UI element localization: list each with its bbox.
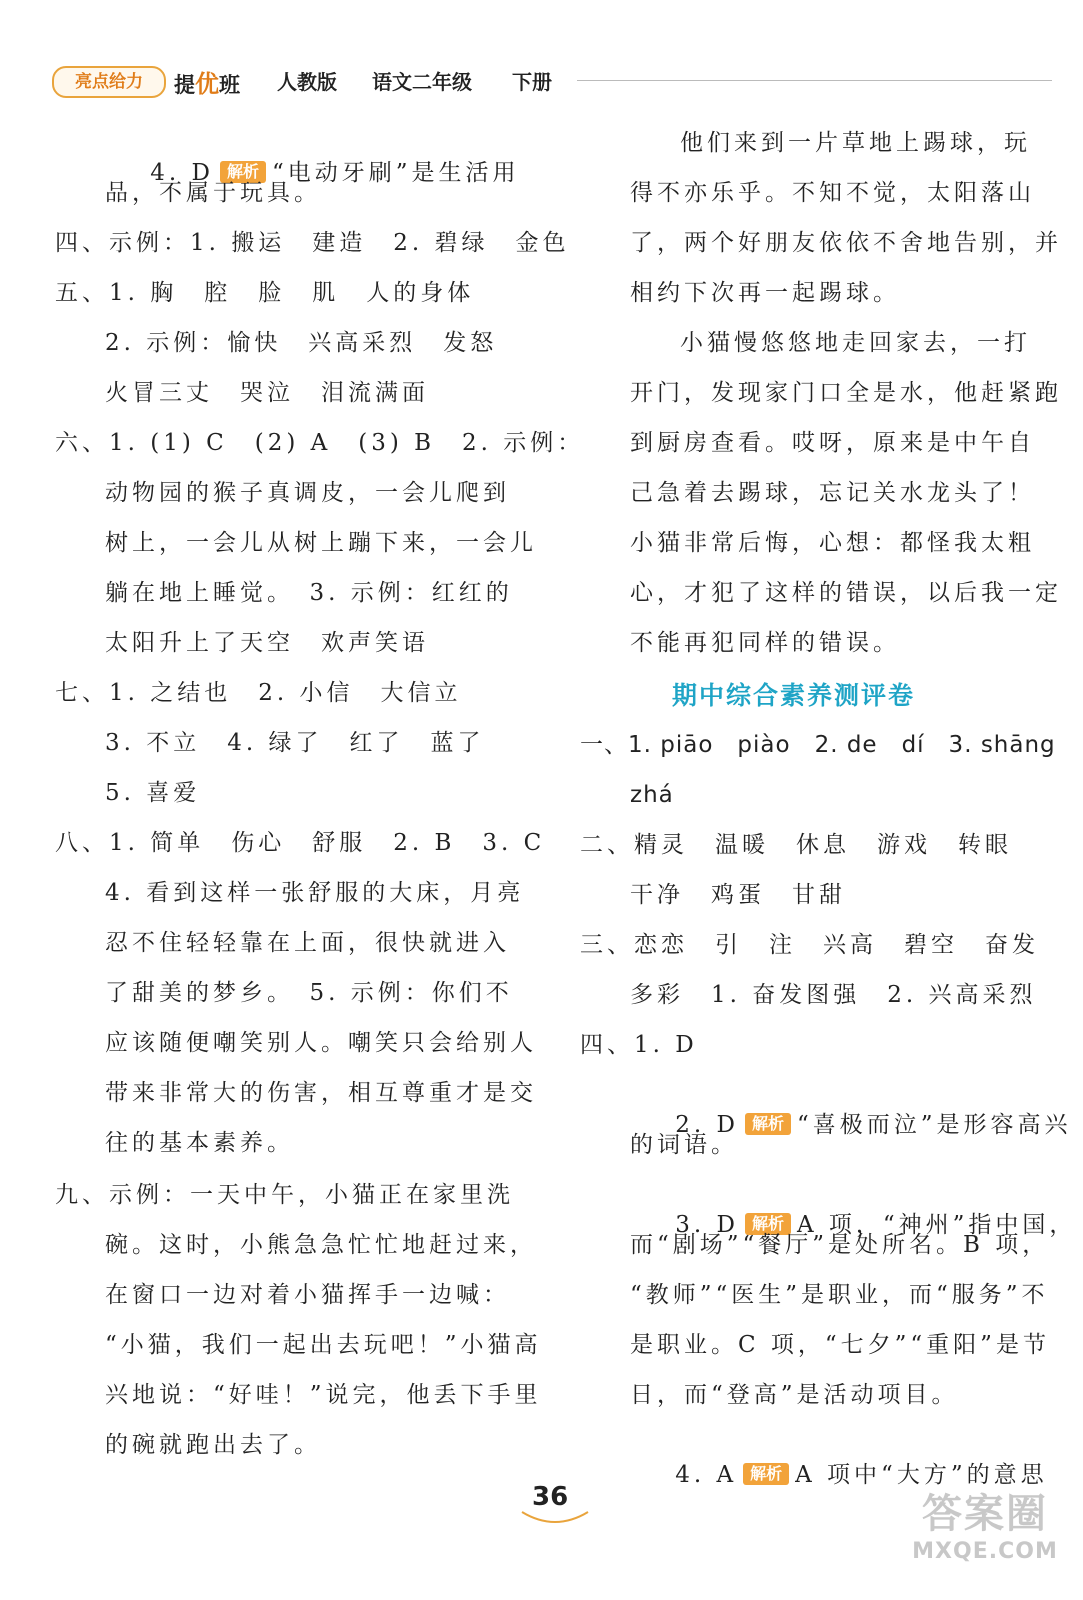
answer-line: 太阳升上了天空 欢声笑语 — [105, 630, 429, 656]
answer-line: 干净 鸡蛋 甘甜 — [630, 882, 846, 908]
answer-line: 往的基本素养。 — [105, 1130, 294, 1156]
volume-label: 下册 — [512, 70, 552, 94]
answer-line: 开门，发现家门口全是水，他赶紧跑 — [630, 380, 1062, 406]
answer-text: “电动牙刷”是生活用 — [271, 160, 520, 186]
series-pre: 提 — [174, 73, 195, 97]
answer-line: 应该随便嘲笑别人。嘲笑只会给别人 — [105, 1030, 537, 1056]
answer-number: 4. D — [150, 160, 214, 186]
answer-line: 小猫非常后悔，心想：都怪我太粗 — [630, 530, 1035, 556]
answer-line: 带来非常大的伤害，相互尊重才是交 — [105, 1080, 537, 1106]
answer-line: 他们来到一片草地上踢球，玩 — [680, 130, 1031, 156]
watermark-bottom: MXQE.COM — [912, 1539, 1058, 1564]
answer-line: 2. 示例：愉快 兴高采烈 发怒 — [105, 330, 498, 356]
answer-line: 忍不住轻轻靠在上面，很快就进入 — [105, 930, 510, 956]
analysis-tag: 解析 — [220, 161, 266, 183]
answer-line: 九、示例：一天中午，小猫正在家里洗 — [55, 1182, 514, 1208]
answer-line: 七、1. 之结也 2. 小信 大信立 — [55, 680, 462, 706]
answer-line: 碗。这时，小熊急急忙忙地赶过来， — [105, 1232, 537, 1258]
series-you: 优 — [195, 70, 219, 98]
answer-line: 不能再犯同样的错误。 — [630, 630, 900, 656]
answer-line — [105, 128, 520, 186]
answer-line: 了，两个好朋友依依不舍地告别，并 — [630, 230, 1062, 256]
answer-line: 到厨房查看。哎呀，原来是中午自 — [630, 430, 1035, 456]
answer-line: 八、1. 简单 伤心 舒服 2. B 3. C — [55, 830, 546, 856]
answer-line: 5. 喜爱 — [105, 780, 201, 806]
analysis-tag: 解析 — [743, 1463, 789, 1485]
answer-line: 六、1. (1) C (2) A (3) B 2. 示例： — [55, 430, 585, 456]
series-post: 班 — [219, 73, 240, 97]
header-divider — [577, 80, 1052, 81]
answer-line: 己急着去踢球，忘记关水龙头了！ — [630, 480, 1035, 506]
answer-line: 了甜美的梦乡。 5. 示例：你们不 — [105, 980, 513, 1006]
answer-line: “小猫，我们一起出去玩吧！”小猫高 — [105, 1332, 542, 1358]
answer-line: 而“剧场”“餐厅”是处所名。B 项， — [630, 1232, 1050, 1258]
answer-line — [630, 1430, 1048, 1488]
answer-line: 在窗口一边对着小猫挥手一边喊： — [105, 1282, 510, 1308]
answer-line: 品，不属于玩具。 — [105, 180, 321, 206]
watermark-logo — [905, 1482, 1065, 1582]
answer-line: 日，而“登高”是活动项目。 — [630, 1382, 959, 1408]
answer-text: “喜极而泣”是形容高兴 — [796, 1112, 1072, 1138]
answer-number: 2. D — [675, 1112, 739, 1138]
answer-text: A 项中“大方”的意思 — [795, 1462, 1048, 1488]
answer-line: 动物园的猴子真调皮，一会儿爬到 — [105, 480, 510, 506]
answer-number: 4. A — [675, 1462, 738, 1488]
answer-line: 的碗就跑出去了。 — [105, 1432, 321, 1458]
answer-line: 小猫慢悠悠地走回家去，一打 — [680, 330, 1031, 356]
answer-line: 得不亦乐乎。不知不觉，太阳落山 — [630, 180, 1035, 206]
answer-line: 是职业。C 项，“七夕”“重阳”是节 — [630, 1332, 1050, 1358]
answer-line: “教师”“医生”是职业，而“服务”不 — [630, 1282, 1049, 1308]
analysis-tag: 解析 — [745, 1113, 791, 1135]
answer-line: 兴地说：“好哇！”说完，他丢下手里 — [105, 1382, 542, 1408]
answer-number: 3. D — [675, 1212, 739, 1238]
answer-line: 一、1. piāo piào 2. de dí 3. shāng — [580, 732, 1056, 758]
answer-line: 心，才犯了这样的错误，以后我一定 — [630, 580, 1062, 606]
answer-line: 4. 看到这样一张舒服的大床，月亮 — [105, 880, 525, 906]
answer-line — [630, 1180, 1077, 1238]
brand-badge: 亮点给力 — [52, 66, 166, 98]
answer-line: 3. 不立 4. 绿了 红了 蓝了 — [105, 730, 485, 756]
watermark-top: 答案圈 — [922, 1491, 1048, 1537]
answer-line: 四、1. D — [580, 1032, 698, 1058]
series-title — [174, 64, 240, 99]
answer-line: 三、恋恋 引 注 兴高 碧空 奋发 — [580, 932, 1039, 958]
section-title: 期中综合素养测评卷 — [672, 681, 916, 710]
answer-line: 树上，一会儿从树上蹦下来，一会儿 — [105, 530, 537, 556]
analysis-tag: 解析 — [745, 1213, 791, 1235]
answer-line: 四、示例：1. 搬运 建造 2. 碧绿 金色 — [55, 230, 570, 256]
answer-line: 相约下次再一起踢球。 — [630, 280, 900, 306]
page-number: 36 — [532, 1482, 569, 1512]
answer-line: 二、精灵 温暖 休息 游戏 转眼 — [580, 832, 1012, 858]
answer-text: A 项，“神州”指中国， — [796, 1212, 1077, 1238]
page-number-arc — [520, 1508, 590, 1528]
answer-line: 五、1. 胸 腔 脸 肌 人的身体 — [55, 280, 475, 306]
page-header — [52, 62, 1052, 102]
answer-line — [630, 1080, 1072, 1138]
subject-label: 语文二年级 — [372, 70, 472, 94]
answer-line: zhá — [630, 782, 674, 808]
answer-line: 的词语。 — [630, 1132, 738, 1158]
answer-line: 火冒三丈 哭泣 泪流满面 — [105, 380, 429, 406]
edition-label: 人教版 — [277, 70, 337, 94]
answer-line: 躺在地上睡觉。 3. 示例：红红的 — [105, 580, 513, 606]
answer-line: 多彩 1. 奋发图强 2. 兴高采烈 — [630, 982, 1037, 1008]
